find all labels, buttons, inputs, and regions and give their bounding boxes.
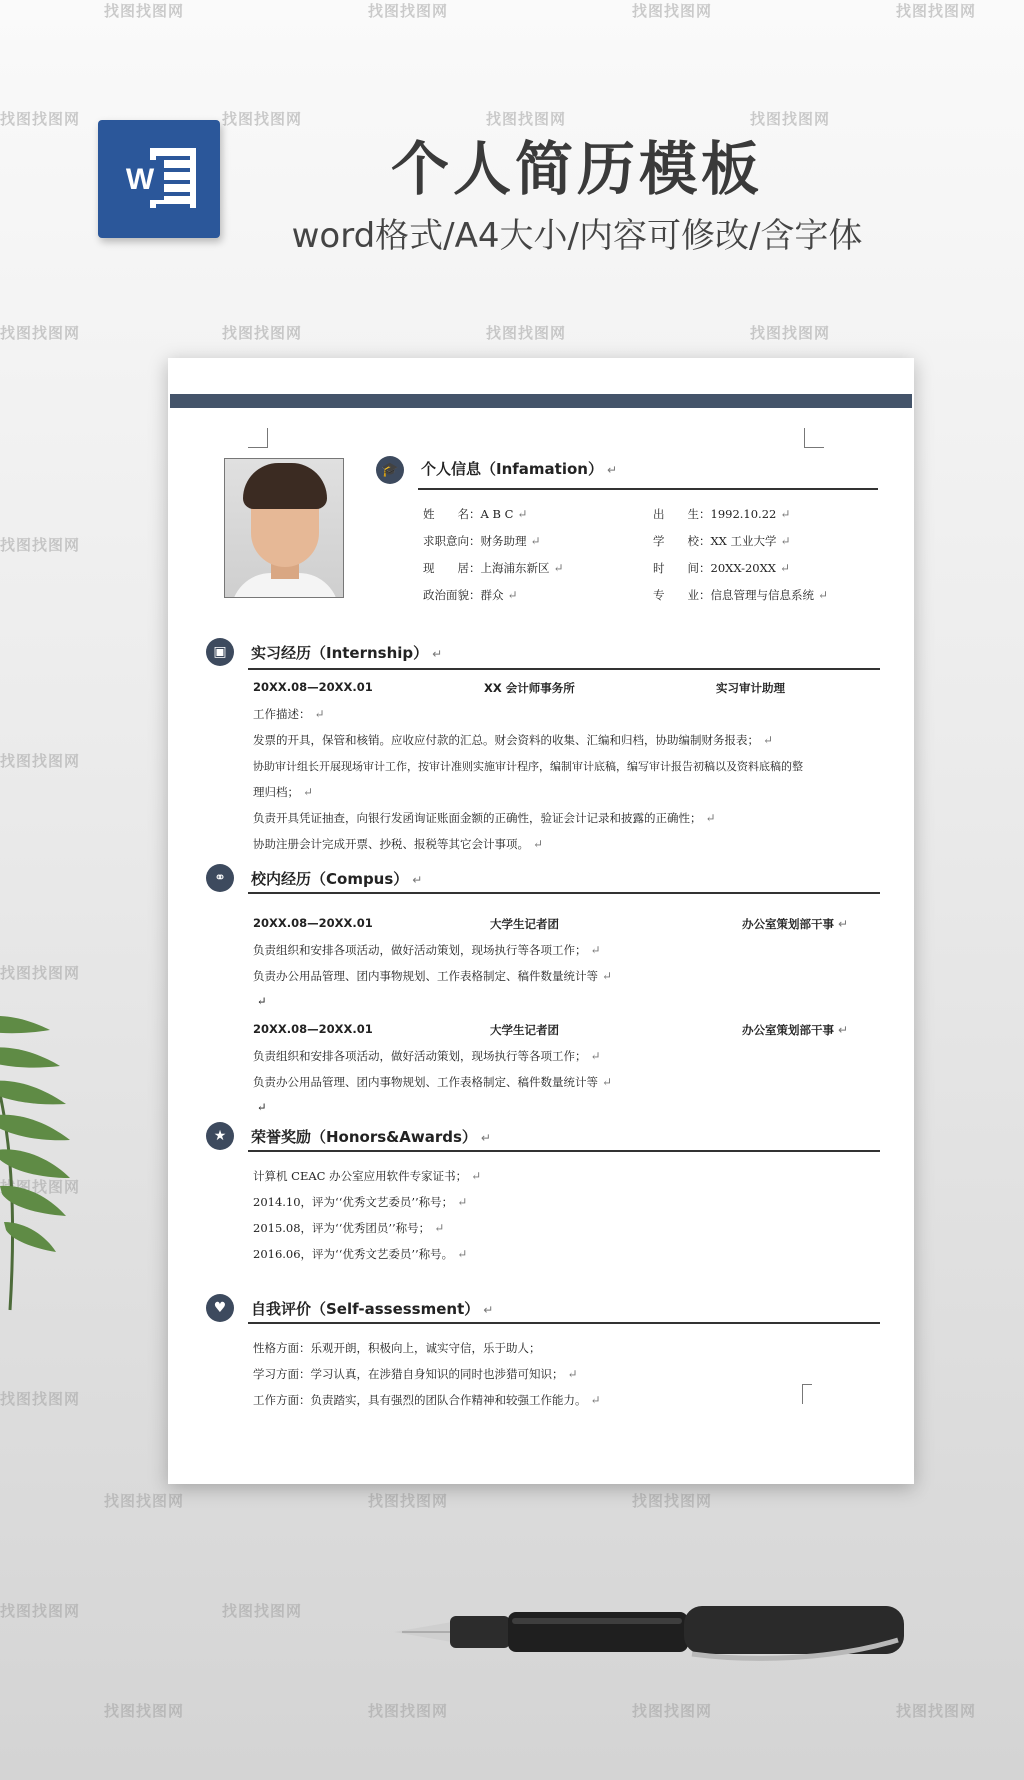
section-divider	[248, 1322, 880, 1324]
watermark: 找图找图网	[104, 1492, 185, 1510]
award-line: 2014.10，评为‘‘优秀文艺委员’’称号； ↵	[253, 1195, 468, 1209]
internship-line: 负责开具凭证抽查，向银行发函询证账面金额的正确性，验证会计记录和披露的正确性； ↵	[253, 811, 716, 825]
palm-leaf-decoration	[0, 990, 80, 1320]
word-letter: W	[116, 160, 164, 200]
star-icon: ★	[206, 1122, 234, 1150]
section-title-self: 自我评价（Self-assessment） ↵	[251, 1300, 494, 1318]
briefcase-icon: ▣	[206, 638, 234, 666]
watermark: 找图找图网	[0, 1178, 81, 1196]
info-field: 时 间：20XX-20XX ↵	[653, 561, 791, 575]
award-line: 计算机 CEAC 办公室应用软件专家证书； ↵	[253, 1169, 482, 1183]
campus-org: 大学生记者团	[490, 917, 559, 931]
watermark: 找图找图网	[0, 324, 81, 342]
campus-role: 办公室策划部干事 ↵	[742, 1023, 849, 1037]
crop-mark	[248, 428, 268, 448]
internship-line: 协助注册会计完成开票、抄税、报税等其它会计事项。 ↵	[253, 837, 544, 851]
watermark: 找图找图网	[632, 1492, 713, 1510]
watermark: 找图找图网	[486, 324, 567, 342]
internship-line: 发票的开具，保管和核销。应收应付款的汇总。财会资料的收集、汇编和归档，协助编制财务报表； ↵	[253, 733, 774, 747]
internship-line: 协助审计组长开展现场审计工作，按审计准则实施审计程序，编制审计底稿，编写审计报告初稿以及资料底稿的整	[253, 760, 803, 773]
campus-org: 大学生记者团	[490, 1023, 559, 1037]
info-field: 出 生：1992.10.22 ↵	[653, 507, 791, 521]
watermark: 找图找图网	[104, 1702, 185, 1720]
self-line: 性格方面：乐观开朗，积极向上，诚实守信，乐于助人；	[253, 1341, 541, 1355]
watermark: 找图找图网	[750, 110, 831, 128]
promo-subtitle: word格式/A4大小/内容可修改/含字体	[291, 216, 863, 256]
watermark: 找图找图网	[222, 324, 303, 342]
watermark: 找图找图网	[896, 2, 977, 20]
campus-role: 办公室策划部干事 ↵	[742, 917, 849, 931]
watermark: 找图找图网	[750, 324, 831, 342]
top-accent-bar	[170, 394, 912, 408]
award-line: 2016.06，评为‘‘优秀文艺委员’’称号。 ↵	[253, 1247, 468, 1261]
section-title-awards: 荣誉奖励（Honors&Awards） ↵	[251, 1128, 491, 1146]
internship-line: 理归档； ↵	[253, 785, 314, 799]
promo-title: 个人简历模板	[390, 135, 763, 203]
info-field: 现 居：上海浦东新区 ↵	[423, 561, 564, 575]
campus-date: 20XX.08—20XX.01	[253, 916, 373, 930]
section-divider	[248, 892, 880, 894]
watermark: 找图找图网	[0, 536, 81, 554]
campus-line: 负责组织和安排各项活动，做好活动策划，现场执行等各项工作； ↵	[253, 943, 601, 957]
section-divider	[248, 668, 880, 670]
section-divider	[248, 1150, 880, 1152]
watermark: 找图找图网	[0, 1390, 81, 1408]
watermark: 找图找图网	[368, 1492, 449, 1510]
campus-date: 20XX.08—20XX.01	[253, 1022, 373, 1036]
self-line: 工作方面：负责踏实，具有强烈的团队合作精神和较强工作能力。 ↵	[253, 1393, 601, 1407]
info-field: 专 业：信息管理与信息系统 ↵	[653, 588, 829, 602]
section-title-info: 个人信息（Infamation） ↵	[421, 460, 618, 478]
watermark: 找图找图网	[104, 2, 185, 20]
internship-role: 实习审计助理	[716, 681, 785, 695]
resume-sheet	[168, 358, 914, 1484]
campus-line: 负责办公用品管理、团内事物规划、工作表格制定、稿件数量统计等 ↵	[253, 969, 613, 983]
self-line: 学习方面：学习认真，在涉猎自身知识的同时也涉猎可知识； ↵	[253, 1367, 578, 1381]
award-line: 2015.08，评为‘‘优秀团员’’称号； ↵	[253, 1221, 445, 1235]
internship-date: 20XX.08—20XX.01	[253, 680, 373, 694]
blank-paragraph: ↵	[257, 994, 267, 1008]
campus-line: 负责组织和安排各项活动，做好活动策划，现场执行等各项工作； ↵	[253, 1049, 601, 1063]
watermark: 找图找图网	[486, 110, 567, 128]
watermark: 找图找图网	[368, 2, 449, 20]
crop-mark	[802, 1384, 812, 1404]
campus-line: 负责办公用品管理、团内事物规划、工作表格制定、稿件数量统计等 ↵	[253, 1075, 613, 1089]
info-field: 政治面貌：群众 ↵	[423, 588, 518, 602]
info-field: 求职意向：财务助理 ↵	[423, 534, 541, 548]
watermark: 找图找图网	[0, 752, 81, 770]
watermark: 找图找图网	[222, 1602, 303, 1620]
info-field: 姓 名：A B C ↵	[423, 507, 528, 521]
watermark: 找图找图网	[0, 964, 81, 982]
section-title-internship: 实习经历（Internship） ↵	[251, 644, 443, 662]
section-title-campus: 校内经历（Compus） ↵	[251, 870, 423, 888]
blank-paragraph: ↵	[257, 1100, 267, 1114]
internship-company: XX 会计师事务所	[484, 681, 575, 695]
watermark: 找图找图网	[896, 1702, 977, 1720]
section-divider	[418, 488, 878, 490]
fountain-pen-decoration	[392, 1580, 912, 1670]
watermark: 找图找图网	[0, 110, 81, 128]
watermark: 找图找图网	[368, 1702, 449, 1720]
crop-mark	[804, 428, 824, 448]
profile-photo	[224, 458, 344, 598]
watermark: 找图找图网	[632, 2, 713, 20]
watermark: 找图找图网	[0, 1602, 81, 1620]
internship-desc-label: 工作描述： ↵	[253, 707, 325, 721]
info-field: 学 校：XX 工业大学 ↵	[653, 534, 791, 548]
graduation-cap-icon: 🎓	[376, 456, 404, 484]
watermark: 找图找图网	[222, 110, 303, 128]
heart-icon: ♥	[206, 1294, 234, 1322]
link-icon: ⚭	[206, 864, 234, 892]
watermark: 找图找图网	[632, 1702, 713, 1720]
